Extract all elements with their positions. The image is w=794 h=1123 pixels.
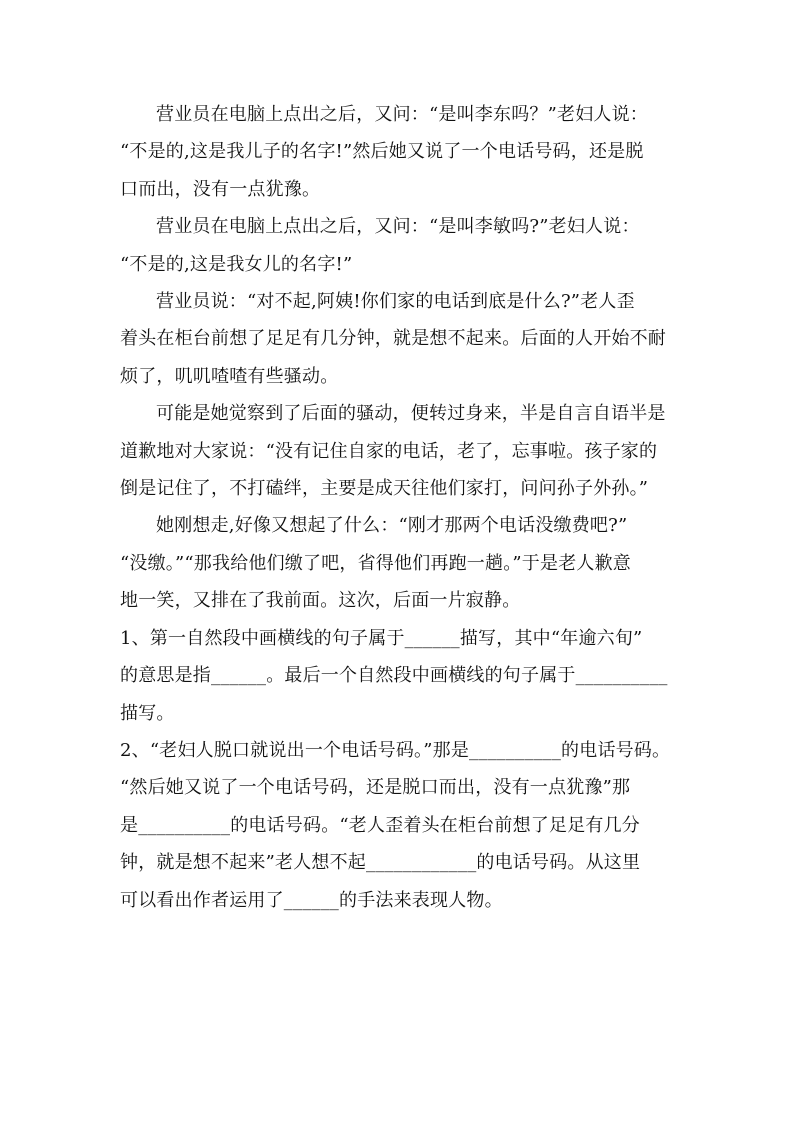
- paragraph-4: [120, 395, 680, 507]
- document-page: [120, 96, 680, 919]
- text-line: 道歉地对大家说：“没有记住自家的电话，老了，忘事啦。孩子家的: [120, 440, 658, 462]
- text-line: 1、第一自然段中画横线的句子属于______描写，其中“年逾六旬”: [120, 627, 643, 649]
- text-line: “不是的,这是我儿子的名字!”然后她又说了一个电话号码，还是脱: [120, 141, 644, 163]
- paragraph-2: [120, 208, 680, 283]
- text-line: 她刚想走,好像又想起了什么：“刚才那两个电话没缴费吧?”: [156, 515, 628, 537]
- text-line: 是__________的电话号码。“老人歪着头在柜台前想了足足有几分: [120, 814, 640, 836]
- text-line: 2、“老妇人脱口就说出一个电话号码。”那是__________的电话号码。: [120, 739, 671, 761]
- text-line: 可能是她觉察到了后面的骚动，便转过身来，半是自言自语半是: [156, 403, 666, 425]
- paragraph-3: [120, 283, 680, 395]
- text-line: 可以看出作者运用了______的手法来表现人物。: [120, 889, 503, 911]
- text-line: 倒是记住了，不打磕绊，主要是成天往他们家打，问问孙子外孙。”: [120, 478, 649, 500]
- text-line: 营业员说：“对不起,阿姨!你们家的电话到底是什么?”老人歪: [156, 291, 635, 313]
- text-line: 营业员在电脑上点出之后，又问：“是叫李东吗？”老妇人说：: [156, 104, 649, 125]
- text-line: “不是的,这是我女儿的名字!”: [120, 253, 353, 275]
- text-line: 烦了，叽叽喳喳有些骚动。: [120, 365, 339, 387]
- text-line: 口而出，没有一点犹豫。: [120, 178, 321, 200]
- question-1: [120, 620, 680, 732]
- text-line: 着头在柜台前想了足足有几分钟，就是想不起来。后面的人开始不耐: [120, 328, 666, 350]
- text-line: 描写。: [120, 702, 175, 724]
- text-line: 地一笑，又排在了我前面。这次，后面一片寂静。: [120, 590, 521, 612]
- text-line: “然后她又说了一个电话号码，还是脱口而出，没有一点犹豫”那: [120, 777, 631, 799]
- question-2: [120, 732, 680, 919]
- paragraph-5: [120, 507, 680, 619]
- text-line: 的意思是指______。最后一个自然段中画横线的句子属于__________: [120, 665, 668, 687]
- text-line: 钟，就是想不起来”老人想不起____________的电话号码。从这里: [120, 852, 641, 874]
- paragraph-1: [120, 96, 680, 208]
- text-line: “没缴。”“那我给他们缴了吧，省得他们再跑一趟。”于是老人歉意: [120, 552, 632, 574]
- text-line: 营业员在电脑上点出之后，又问：“是叫李敏吗?”老妇人说：: [156, 216, 640, 238]
